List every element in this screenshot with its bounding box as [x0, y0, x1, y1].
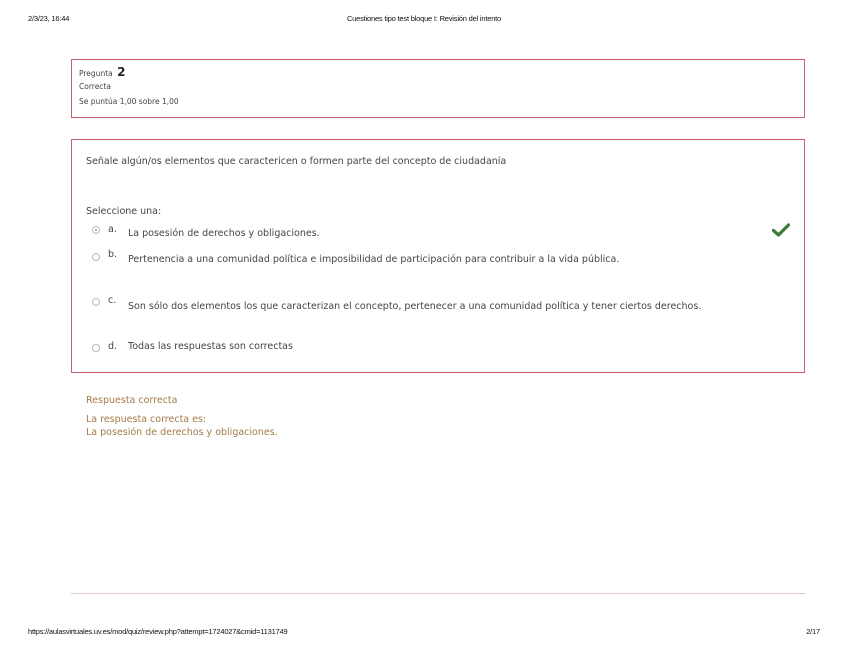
question-grade: Se puntúa 1,00 sobre 1,00 [79, 97, 179, 106]
radio-b[interactable] [92, 253, 100, 261]
feedback-status: Respuesta correcta [86, 395, 178, 406]
answer-letter: b. [108, 249, 118, 260]
answer-letter: a. [108, 224, 117, 235]
print-page-number: 2/17 [806, 627, 820, 636]
answer-letter: d. [108, 341, 118, 352]
question-number: 2 [117, 65, 126, 79]
answer-prompt: Seleccione una: [86, 206, 162, 217]
question-state: Correcta [79, 82, 111, 91]
answer-text: Son sólo dos elementos los que caracterizan el concepto, pertenecer a una comunidad política y tener ciertos derechos. [128, 301, 702, 312]
print-header [28, 14, 820, 26]
answer-text: Todas las respuestas son correctas [128, 341, 293, 352]
radio-d[interactable] [92, 344, 100, 352]
feedback-block [86, 394, 278, 439]
answer-text: Pertenencia a una comunidad política e imposibilidad de participación para contribuir a la vida pública. [128, 254, 620, 265]
question-text: Señale algún/os elementos que caractericen o formen parte del concepto de ciudadanía [86, 156, 507, 167]
answer-text: La posesión de derechos y obligaciones. [128, 228, 320, 239]
answer-letter: c. [108, 295, 117, 306]
radio-c[interactable] [92, 298, 100, 306]
checkmark-icon [772, 223, 790, 237]
divider [71, 593, 805, 594]
print-datetime: 2/3/23, 16:44 [28, 14, 70, 23]
question-info-box [71, 59, 805, 118]
print-footer [28, 627, 820, 639]
right-answer-text: La posesión de derechos y obligaciones. [86, 427, 278, 438]
question-content-box [71, 139, 805, 373]
print-url: https://aulasvirtuales.uv.es/mod/quiz/review.php?attempt=1724027&cmid=1131749 [28, 627, 288, 636]
question-label: Pregunta [79, 69, 113, 78]
right-answer-label: La respuesta correcta es: [86, 414, 207, 425]
radio-a[interactable] [92, 226, 100, 234]
print-title: Cuestiones tipo test bloque I: Revisión del intento [346, 14, 502, 23]
question-number-line [79, 65, 797, 79]
